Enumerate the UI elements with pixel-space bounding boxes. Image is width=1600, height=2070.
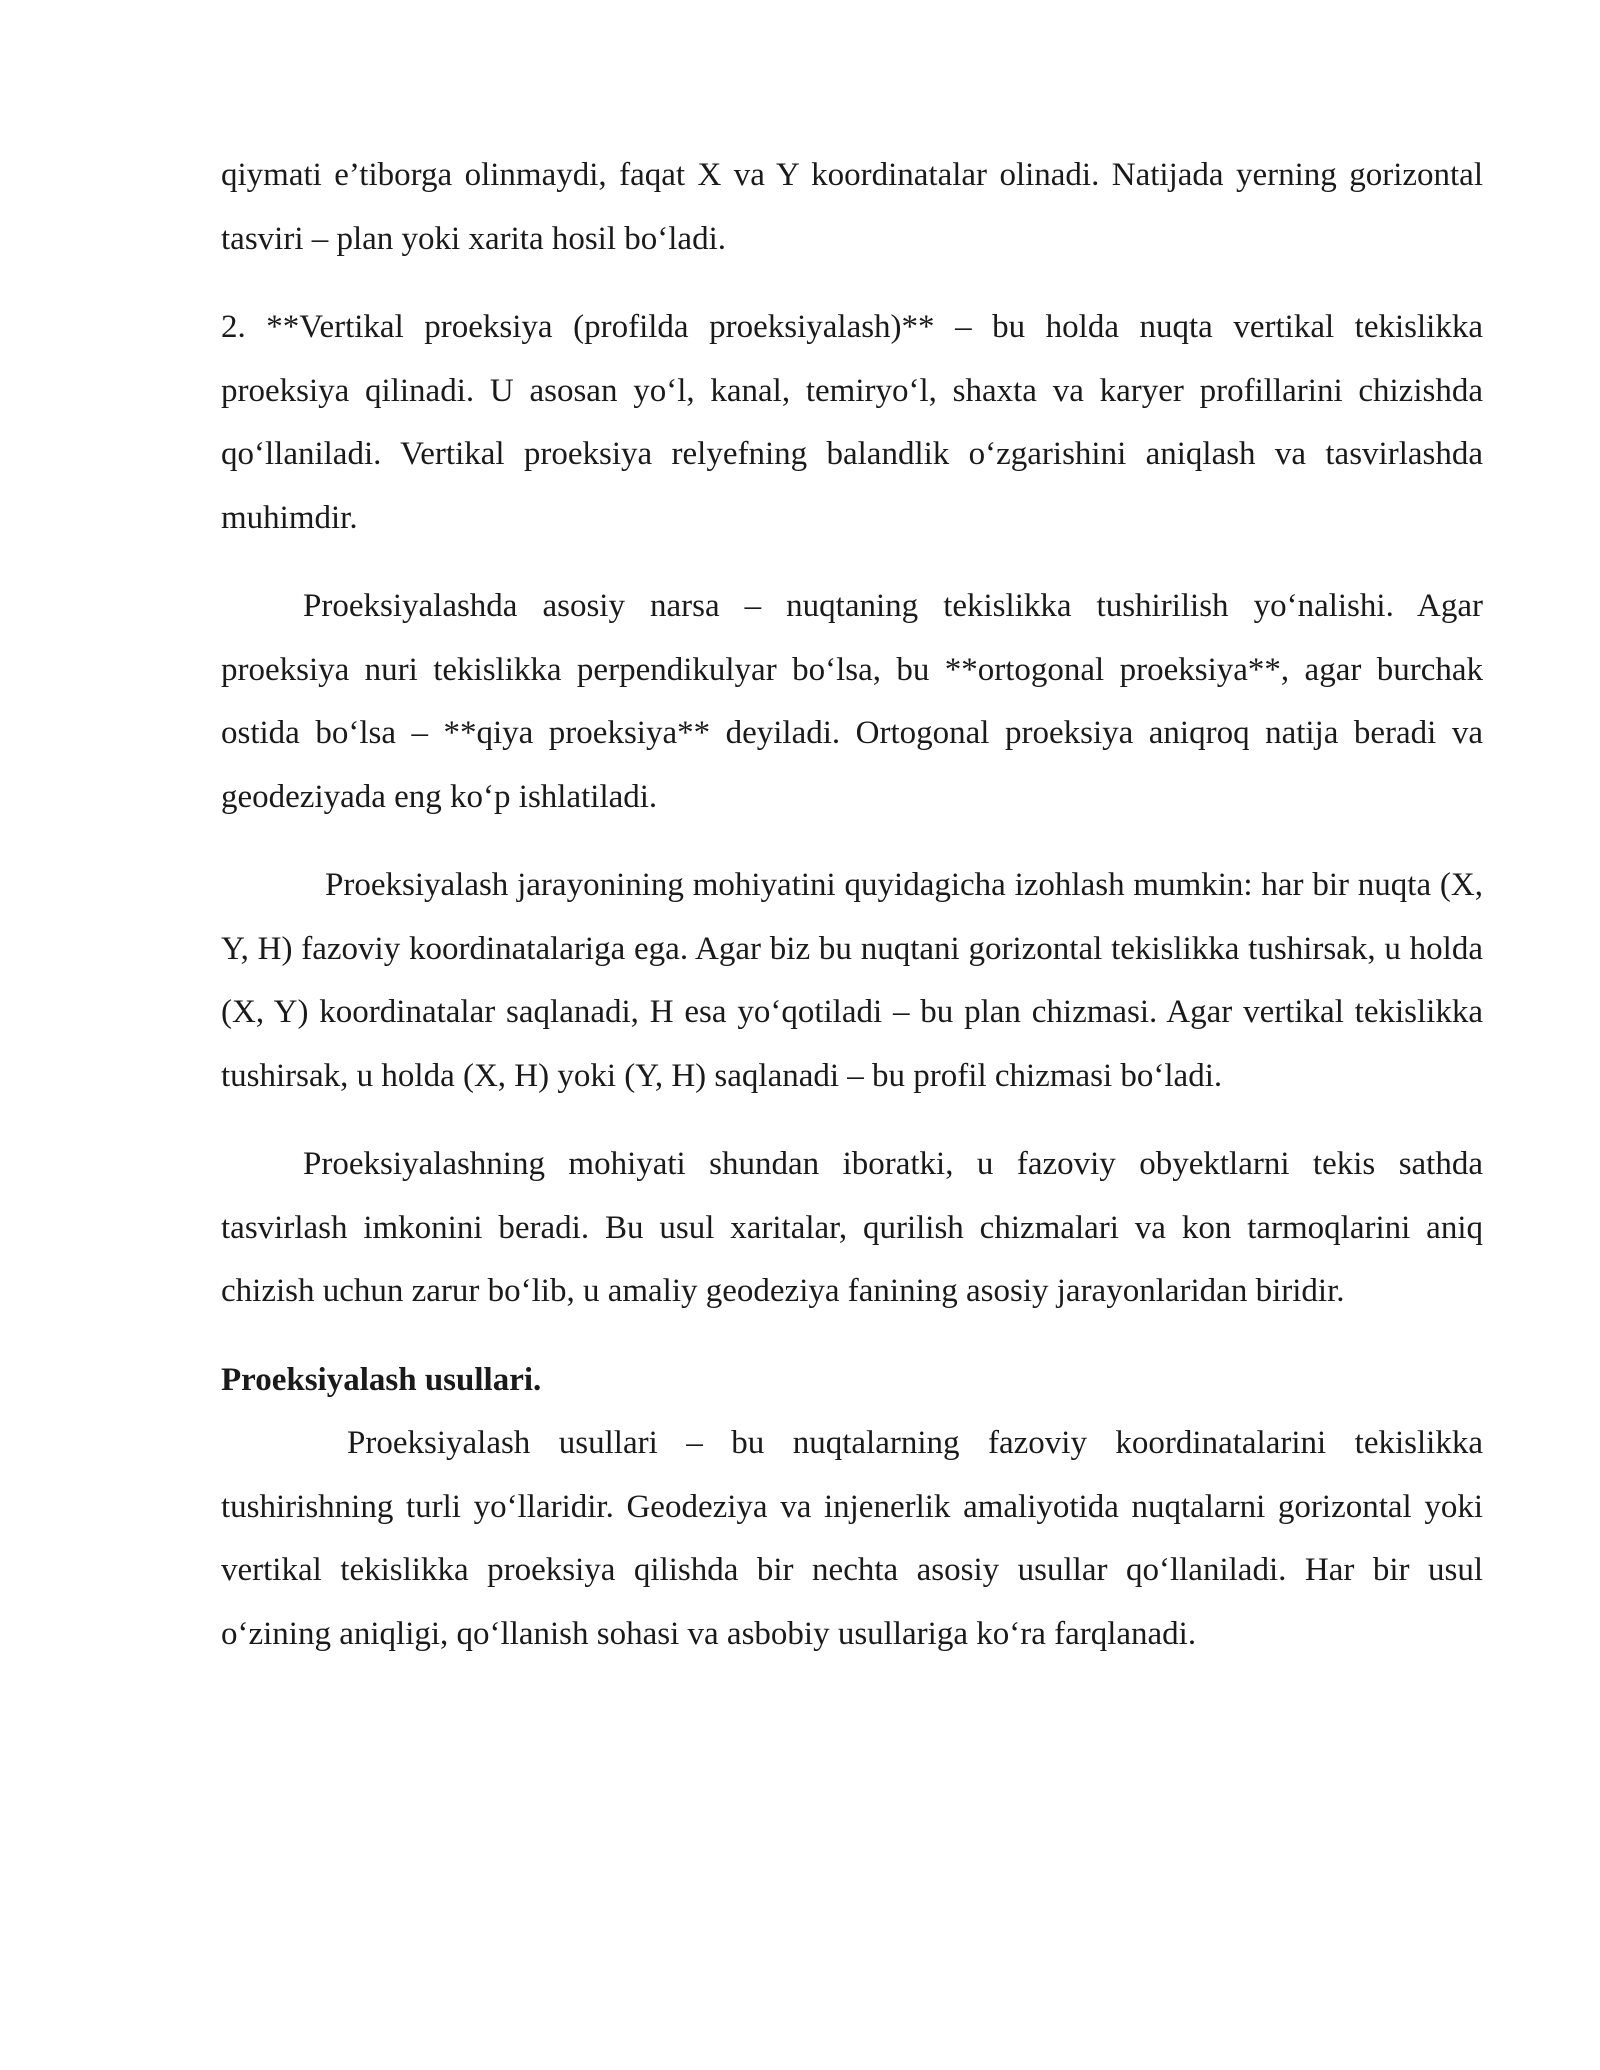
paragraph-2: 2. **Vertikal proeksiya (profilda proeksiyalash)** – bu holda nuqta vertikal tekislikka proeksiya qilinadi. U asosan yo‘l, kanal, temiryo‘l, shaxta va karyer profillarini chizishda qo‘llaniladi. Vertikal proeksiya relyefning balandlik o‘zgarishini aniqlash va tasvirlashda muhimdir. <box>221 309 1483 536</box>
paragraph-5: Proeksiyalashning mohiyati shundan iboratki, u fazoviy obyektlarni tekis sathda tasvirlash imkonini beradi. Bu usul xaritalar, qurilish chizmalari va kon tarmoqlarini aniq chizish uchun zarur bo‘lib, u amaliy geodeziya fanining asosiy jarayonlaridan biridir. <box>221 1146 1483 1309</box>
paragraph-3: Proeksiyalashda asosiy narsa – nuqtaning tekislikka tushirilish yo‘nalishi. Agar proeksiya nuri tekislikka perpendikulyar bo‘lsa, bu **ortogonal proeksiya**, agar burchak ostida bo‘lsa – **qiya proeksiya** deyiladi. Ortogonal proeksiya aniqroq natija beradi va geodeziyada eng ko‘p ishlatiladi. <box>221 588 1483 815</box>
paragraph-1: qiymati e’tiborga olinmaydi, faqat X va Y koordinatalar olinadi. Natijada yerning gorizontal tasviri – plan yoki xarita hosil bo‘ladi. <box>221 157 1483 257</box>
section-heading: Proeksiyalash usullari. <box>221 1361 542 1398</box>
document-page <box>221 144 1483 1691</box>
paragraph-6: Proeksiyalash usullari – bu nuqtalarning fazoviy koordinatalarini tekislikka tushirishning turli yo‘llaridir. Geodeziya va injenerlik amaliyotida nuqtalarni gorizontal yoki vertikal tekislikka proeksiya qilishda bir nechta asosiy usullar qo‘llaniladi. Har bir usul o‘zining aniqligi, qo‘llanish sohasi va asbobiy usullariga ko‘ra farqlanadi. <box>221 1425 1483 1652</box>
paragraph-4: Proeksiyalash jarayonining mohiyatini quyidagicha izohlash mumkin: har bir nuqta (X, Y, H) fazoviy koordinatalariga ega. Agar biz bu nuqtani gorizontal tekislikka tushirsak, u holda (X, Y) koordinatalar saqlanadi, H esa yo‘qotiladi – bu plan chizmasi. Agar vertikal tekislikka tushirsak, u holda (X, H) yoki (Y, H) saqlanadi – bu profil chizmasi bo‘ladi. <box>221 867 1483 1094</box>
